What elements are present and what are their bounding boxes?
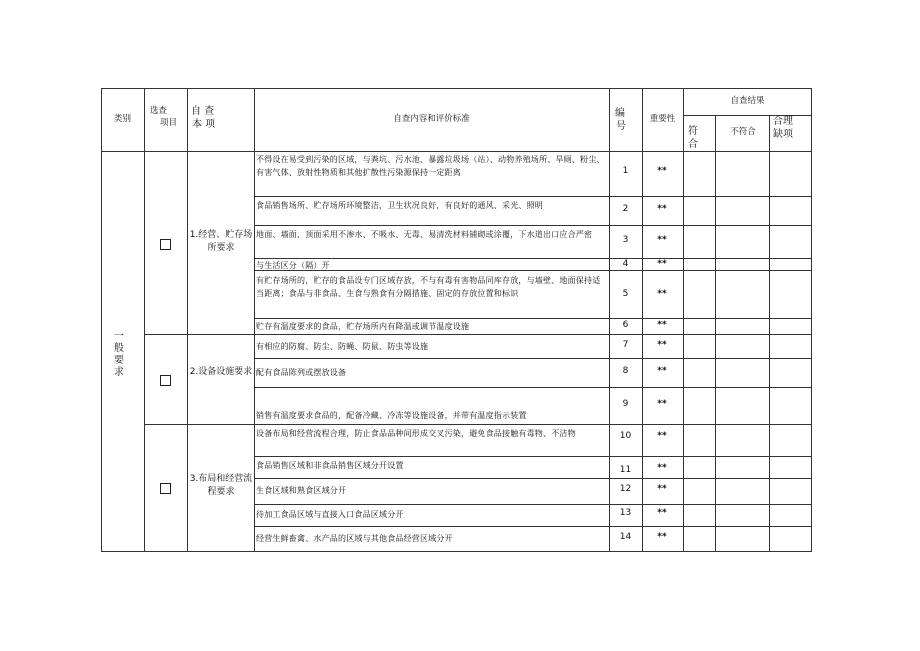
row-sep	[254, 504, 812, 505]
item-10-importance: **	[657, 431, 667, 441]
item-9-number: 9	[622, 399, 629, 409]
group-3-title: 3.布局和经营流程要求	[189, 474, 253, 497]
item-13-importance: **	[657, 508, 667, 518]
row-sep	[254, 387, 812, 388]
item-9-text: 销售有温度要求食品的，配备冷藏、冷冻等设施设备，并带有温度指示装置	[256, 411, 527, 420]
item-13-text: 待加工食品区域与直接入口食品区域分开	[256, 510, 404, 519]
header-importance: 重要性	[649, 114, 676, 124]
header-select-1: 选查	[150, 106, 168, 116]
item-9-importance: **	[657, 399, 667, 409]
item-2-importance: **	[657, 204, 667, 214]
header-noncomply: 不符合	[730, 127, 756, 137]
item-7-text: 有相应的防腐、防尘、防蝇、防鼠、防虫等设施	[256, 342, 429, 351]
border-right	[811, 88, 812, 552]
border-left	[101, 88, 102, 552]
select-checkbox-group-1[interactable]	[160, 239, 171, 250]
header-category: 类别	[113, 114, 131, 124]
item-8-importance: **	[657, 366, 667, 376]
col-line-3	[254, 88, 255, 552]
header-content: 自查内容和评价标准	[393, 114, 470, 124]
col-line-1	[144, 88, 145, 552]
item-11-text: 食品销售区域和非食品销售区域分开设置	[256, 461, 404, 470]
row-sep	[254, 196, 812, 197]
item-13-number: 13	[619, 508, 632, 518]
item-6-number: 6	[622, 320, 629, 330]
header-select-2: 项目	[160, 118, 178, 128]
row-sep	[254, 318, 812, 319]
item-7-importance: **	[657, 340, 667, 350]
item-4-number: 4	[622, 259, 629, 269]
group-sep-2	[144, 424, 812, 425]
header-separator	[101, 151, 812, 152]
checklist-table	[101, 88, 812, 552]
item-12-number: 12	[619, 484, 632, 494]
item-10-number: 10	[619, 431, 632, 441]
border-top	[101, 88, 812, 89]
item-1-importance: **	[657, 166, 667, 176]
item-4-importance: **	[657, 259, 667, 269]
item-4-text: 与生活区分（隔）开	[256, 261, 330, 270]
item-14-importance: **	[657, 532, 667, 542]
select-checkbox-group-3[interactable]	[160, 483, 171, 494]
header-comply-2: 合	[688, 139, 698, 150]
group-1-title: 1.经营、贮存场所要求	[189, 230, 253, 253]
header-item-1: 自 查	[191, 106, 215, 117]
group-sep-1	[144, 334, 812, 335]
item-14-text: 经营生鲜畜禽、水产品的区域与其他食品经营区域分开	[256, 534, 453, 543]
category-general: 一般要求	[114, 331, 124, 378]
item-6-text: 贮存有温度要求的食品，贮存场所内有降温或调节温度设施	[256, 322, 470, 331]
item-3-importance: **	[657, 235, 667, 245]
header-item-2: 本 项	[192, 119, 216, 130]
header-reasonable-2: 缺项	[773, 129, 793, 140]
item-1-number: 1	[622, 166, 629, 176]
header-number-2: 号	[616, 121, 626, 132]
row-sep	[254, 358, 812, 359]
item-1-text: 不得设在易受到污染的区域，与粪坑、污水池、暴露垃圾场（站）、动物养殖场所、旱厕、粉尘、有害气体、放射性物质和其他扩散性污染源保持一定距离	[256, 155, 605, 177]
item-6-importance: **	[657, 320, 667, 330]
item-5-importance: **	[657, 289, 667, 299]
item-12-importance: **	[657, 484, 667, 494]
row-sep	[254, 526, 812, 527]
item-5-text: 有贮存场所的，贮存的食品设专门区域存放，不与有毒有害物品同库存放，与墙壁、地面保持适当距离；食品与非食品、生食与熟食有分隔措施、固定的存放位置和标识	[256, 276, 601, 298]
item-14-number: 14	[619, 532, 632, 542]
item-2-text: 食品销售场所、贮存场所环境整洁，卫生状况良好，有良好的通风、采光、照明	[256, 201, 543, 210]
group-2-title: 2.设备设施要求	[189, 367, 253, 377]
header-comply-1: 符	[688, 126, 698, 137]
item-8-number: 8	[622, 366, 629, 376]
item-3-number: 3	[622, 235, 629, 245]
item-10-text: 设备布局和经营流程合理，防止食品品种间形成交叉污染，避免食品接触有毒物、不洁物	[256, 429, 576, 438]
row-sep	[254, 456, 812, 457]
header-result: 自查结果	[730, 96, 765, 106]
item-12-text: 生食区域和熟食区域分开	[256, 486, 347, 495]
border-bottom	[101, 551, 812, 552]
item-2-number: 2	[622, 204, 629, 214]
item-8-text: 配有食品陈列或摆放设备	[256, 368, 347, 377]
select-checkbox-group-2[interactable]	[160, 375, 171, 386]
header-number-1: 编	[615, 108, 625, 119]
item-11-importance: **	[657, 463, 667, 473]
item-7-number: 7	[622, 340, 629, 350]
row-sep	[254, 225, 812, 226]
row-sep	[254, 478, 812, 479]
item-5-number: 5	[622, 289, 629, 299]
item-11-number: 11	[619, 465, 632, 475]
header-reasonable-1: 合理	[773, 116, 793, 127]
item-3-text: 地面、墙面、顶面采用不渗水、不吸水、无毒、易清洗材料铺砌或涂覆，下水道出口应合严密	[256, 230, 593, 239]
